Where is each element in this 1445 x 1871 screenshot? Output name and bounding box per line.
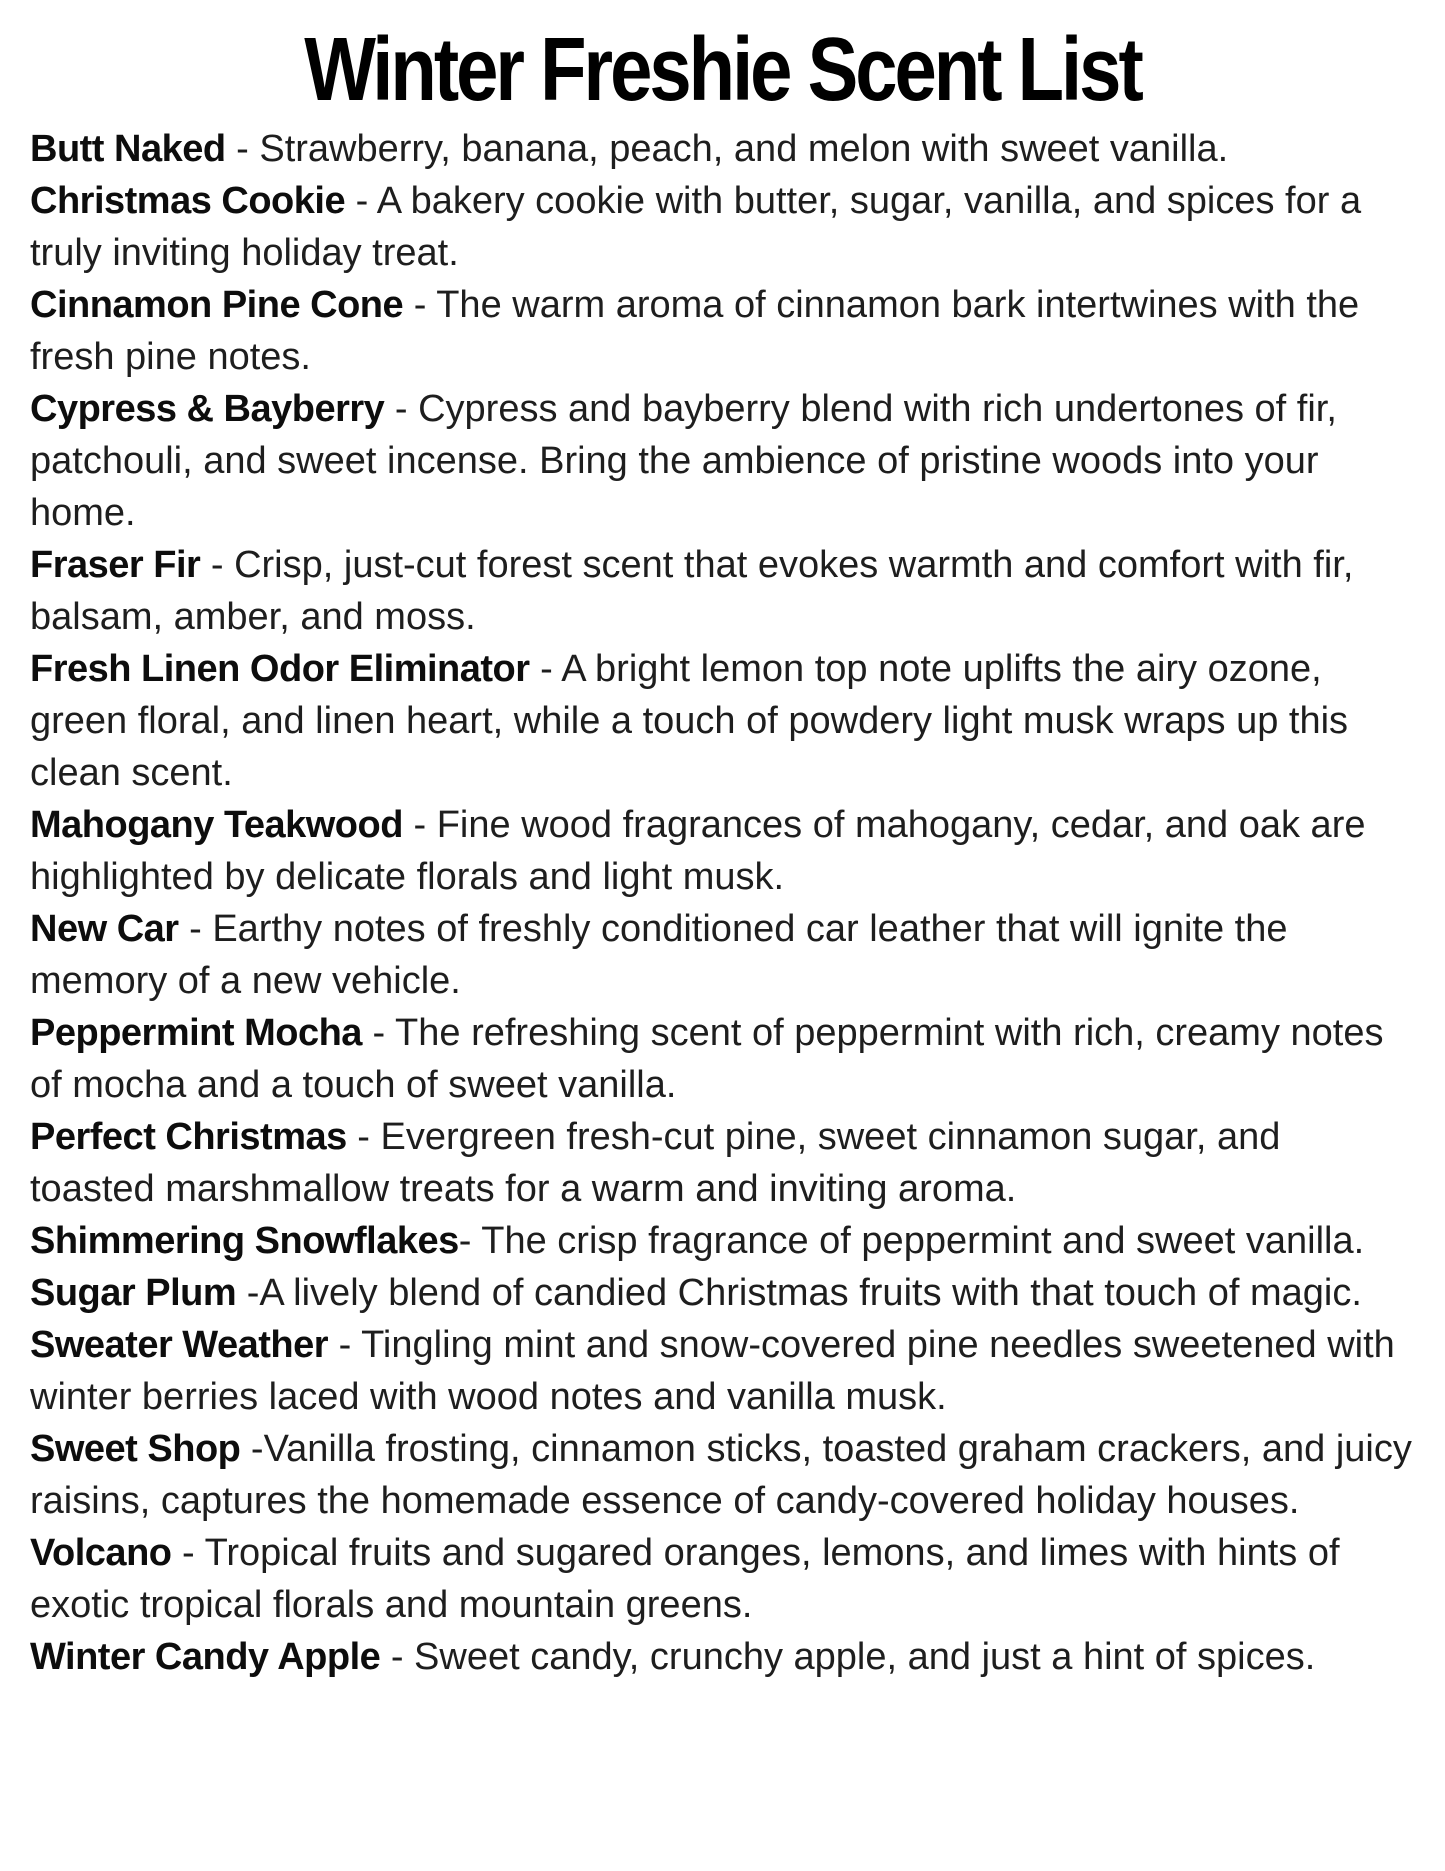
scent-entry-sweater-weather bbox=[30, 1319, 1415, 1423]
scent-description: - A bakery cookie with butter, sugar, vanilla, and spices for a truly inviting holiday treat. bbox=[30, 179, 1362, 274]
scent-description: - Evergreen fresh-cut pine, sweet cinnamon sugar, and toasted marshmallow treats for a warm and inviting aroma. bbox=[30, 1115, 1281, 1210]
scent-name: Perfect Christmas bbox=[30, 1115, 347, 1158]
scent-entry-perfect-christmas bbox=[30, 1111, 1415, 1215]
scent-entry-new-car bbox=[30, 903, 1415, 1007]
scent-entry-sweet-shop bbox=[30, 1423, 1415, 1527]
scent-name: Volcano bbox=[30, 1531, 172, 1574]
scent-description: - A bright lemon top note uplifts the airy ozone, green floral, and linen heart, while a touch of powdery light musk wraps up this clean scent. bbox=[30, 647, 1349, 794]
scent-description: - Fine wood fragrances of mahogany, cedar, and oak are highlighted by delicate florals and light musk. bbox=[30, 803, 1366, 898]
scent-entry-volcano bbox=[30, 1527, 1415, 1631]
scent-name: Peppermint Mocha bbox=[30, 1011, 362, 1054]
scent-entry-butt-naked bbox=[30, 123, 1415, 175]
scent-entry-winter-candy-apple bbox=[30, 1631, 1415, 1683]
scent-name: Cinnamon Pine Cone bbox=[30, 283, 404, 326]
scent-description: - The crisp fragrance of peppermint and sweet vanilla. bbox=[458, 1219, 1365, 1262]
scent-description: - Tingling mint and snow-covered pine needles sweetened with winter berries laced with wood notes and vanilla musk. bbox=[30, 1323, 1395, 1418]
scent-name: Fraser Fir bbox=[30, 543, 201, 586]
scent-description: - The warm aroma of cinnamon bark intertwines with the fresh pine notes. bbox=[30, 283, 1360, 378]
scent-entry-christmas-cookie bbox=[30, 175, 1415, 279]
scent-name: Sugar Plum bbox=[30, 1271, 237, 1314]
scent-name: Christmas Cookie bbox=[30, 179, 346, 222]
scent-entry-peppermint-mocha bbox=[30, 1007, 1415, 1111]
scent-entry-mahogany-teakwood bbox=[30, 799, 1415, 903]
scent-name: Shimmering Snowflakes bbox=[30, 1219, 459, 1262]
scent-description: - Sweet candy, crunchy apple, and just a hint of spices. bbox=[380, 1635, 1316, 1678]
scent-description: -Vanilla frosting, cinnamon sticks, toasted graham crackers, and juicy raisins, captures the homemade essence of candy-covered holiday houses. bbox=[30, 1427, 1412, 1522]
scent-entry-fraser-fir bbox=[30, 539, 1415, 643]
scent-name: Winter Candy Apple bbox=[30, 1635, 381, 1678]
scent-entry-cinnamon-pine-cone bbox=[30, 279, 1415, 383]
scent-name: Sweater Weather bbox=[30, 1323, 329, 1366]
scent-description: - Cypress and bayberry blend with rich undertones of fir, patchouli, and sweet incense. Bring the ambience of pristine woods into your home. bbox=[30, 387, 1337, 534]
scent-name: Sweet Shop bbox=[30, 1427, 241, 1470]
scent-entry-shimmering-snowflakes bbox=[30, 1215, 1415, 1267]
scent-description: - Earthy notes of freshly conditioned car leather that will ignite the memory of a new vehicle. bbox=[30, 907, 1288, 1002]
scent-name: New Car bbox=[30, 907, 179, 950]
scent-entry-sugar-plum bbox=[30, 1267, 1415, 1319]
scent-description: - Crisp, just-cut forest scent that evokes warmth and comfort with fir, balsam, amber, and moss. bbox=[30, 543, 1354, 638]
scent-description: - The refreshing scent of peppermint with rich, creamy notes of mocha and a touch of sweet vanilla. bbox=[30, 1011, 1384, 1106]
page-title: Winter Freshie Scent List bbox=[304, 20, 1141, 121]
scent-entry-fresh-linen-odor-eliminator bbox=[30, 643, 1415, 799]
scent-name: Cypress & Bayberry bbox=[30, 387, 385, 430]
scent-description: - Tropical fruits and sugared oranges, lemons, and limes with hints of exotic tropical florals and mountain greens. bbox=[30, 1531, 1340, 1626]
scent-entry-cypress-bayberry bbox=[30, 383, 1415, 539]
scent-name: Butt Naked bbox=[30, 127, 226, 170]
scent-list bbox=[30, 123, 1415, 1683]
scent-name: Fresh Linen Odor Eliminator bbox=[30, 647, 530, 690]
scent-name: Mahogany Teakwood bbox=[30, 803, 403, 846]
scent-description: - Strawberry, banana, peach, and melon with sweet vanilla. bbox=[225, 127, 1229, 170]
scent-description: -A lively blend of candied Christmas fruits with that touch of magic. bbox=[236, 1271, 1362, 1314]
